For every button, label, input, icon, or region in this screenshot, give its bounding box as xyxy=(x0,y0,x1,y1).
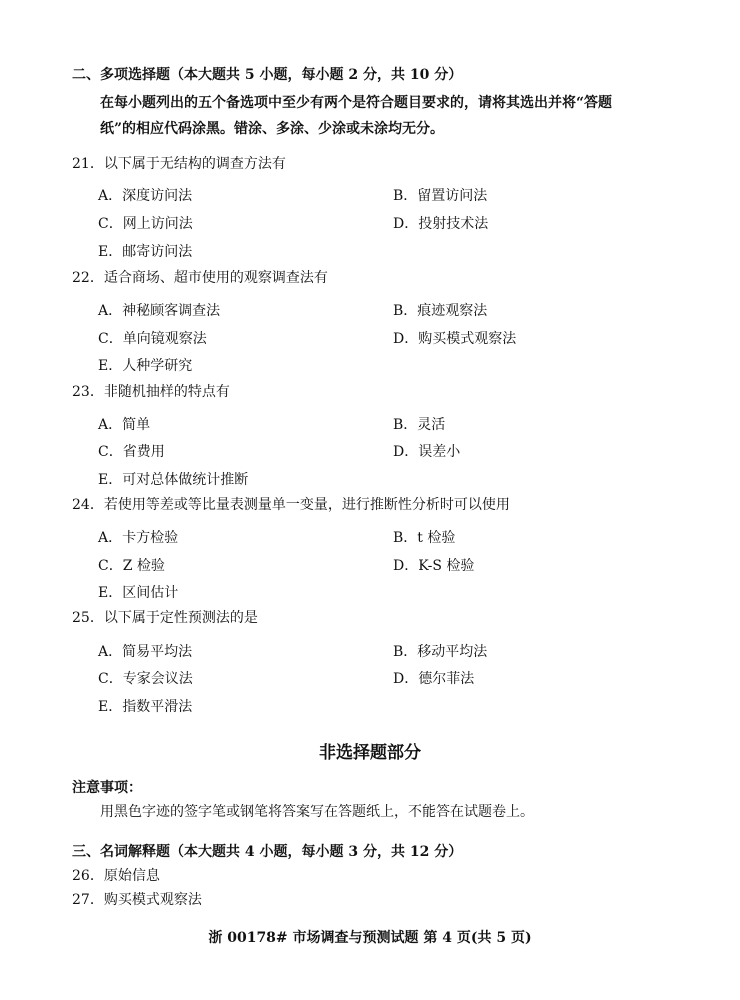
notes-text: 用黑色字迹的签字笔或钢笔将答案写在答题纸上，不能答在试题卷上。 xyxy=(100,804,534,820)
notes-label: 注意事项： xyxy=(72,780,142,796)
question-23-option-c: C．省费用 xyxy=(98,444,165,460)
question-23-option-e: E．可对总体做统计推断 xyxy=(98,472,249,488)
question-22-option-e: E．人种学研究 xyxy=(98,358,193,374)
question-21-stem: 21．以下属于无结构的调查方法有 xyxy=(72,156,286,172)
question-22-option-c: C．单向镜观察法 xyxy=(98,331,207,347)
section-2-instruction-line-1: 在每小题列出的五个备选项中至少有两个是符合题目要求的，请将其选出并将“答题 xyxy=(100,95,613,111)
question-21-option-c: C．网上访问法 xyxy=(98,216,193,232)
question-25-option-b: B．移动平均法 xyxy=(393,644,488,660)
question-25-option-e: E．指数平滑法 xyxy=(98,699,193,715)
question-21-option-d: D．投射技术法 xyxy=(393,216,489,232)
question-22-option-d: D．购买模式观察法 xyxy=(393,331,517,347)
part-title: 非选择题部分 xyxy=(319,743,421,763)
section-2-instruction-line-2: 纸”的相应代码涂黑。错涂、多涂、少涂或未涂均无分。 xyxy=(100,121,445,137)
question-22-option-a: A．神秘顾客调查法 xyxy=(98,303,221,319)
question-24-stem: 24．若使用等差或等比量表测量单一变量，进行推断性分析时可以使用 xyxy=(72,497,510,513)
question-21-option-a: A．深度访问法 xyxy=(98,188,193,204)
question-23-option-d: D．误差小 xyxy=(393,444,461,460)
question-24-option-a: A．卡方检验 xyxy=(98,530,179,546)
question-26: 26．原始信息 xyxy=(72,868,160,884)
question-25-option-c: C．专家会议法 xyxy=(98,671,193,687)
question-24-option-b: B．t 检验 xyxy=(393,530,456,546)
question-22-stem: 22．适合商场、超市使用的观察调查法有 xyxy=(72,270,328,286)
question-24-option-e: E．区间估计 xyxy=(98,585,179,601)
question-25-option-a: A．简易平均法 xyxy=(98,644,193,660)
section-2-heading: 二、多项选择题（本大题共 5 小题，每小题 2 分，共 10 分） xyxy=(72,67,463,83)
question-24-option-d: D．K-S 检验 xyxy=(393,558,475,574)
page-footer: 浙 00178# 市场调查与预测试题 第 4 页(共 5 页) xyxy=(208,930,532,946)
question-21-option-e: E．邮寄访问法 xyxy=(98,244,193,260)
question-25-stem: 25．以下属于定性预测法的是 xyxy=(72,610,258,626)
question-22-option-b: B．痕迹观察法 xyxy=(393,303,488,319)
question-21-option-b: B．留置访问法 xyxy=(393,188,488,204)
question-24-option-c: C．Z 检验 xyxy=(98,558,165,574)
section-3-heading: 三、名词解释题（本大题共 4 小题，每小题 3 分，共 12 分） xyxy=(72,844,463,860)
question-23-option-a: A．简单 xyxy=(98,417,151,433)
question-23-option-b: B．灵活 xyxy=(393,417,446,433)
question-25-option-d: D．德尔菲法 xyxy=(393,671,475,687)
question-23-stem: 23．非随机抽样的特点有 xyxy=(72,384,230,400)
question-27: 27．购买模式观察法 xyxy=(72,892,202,908)
